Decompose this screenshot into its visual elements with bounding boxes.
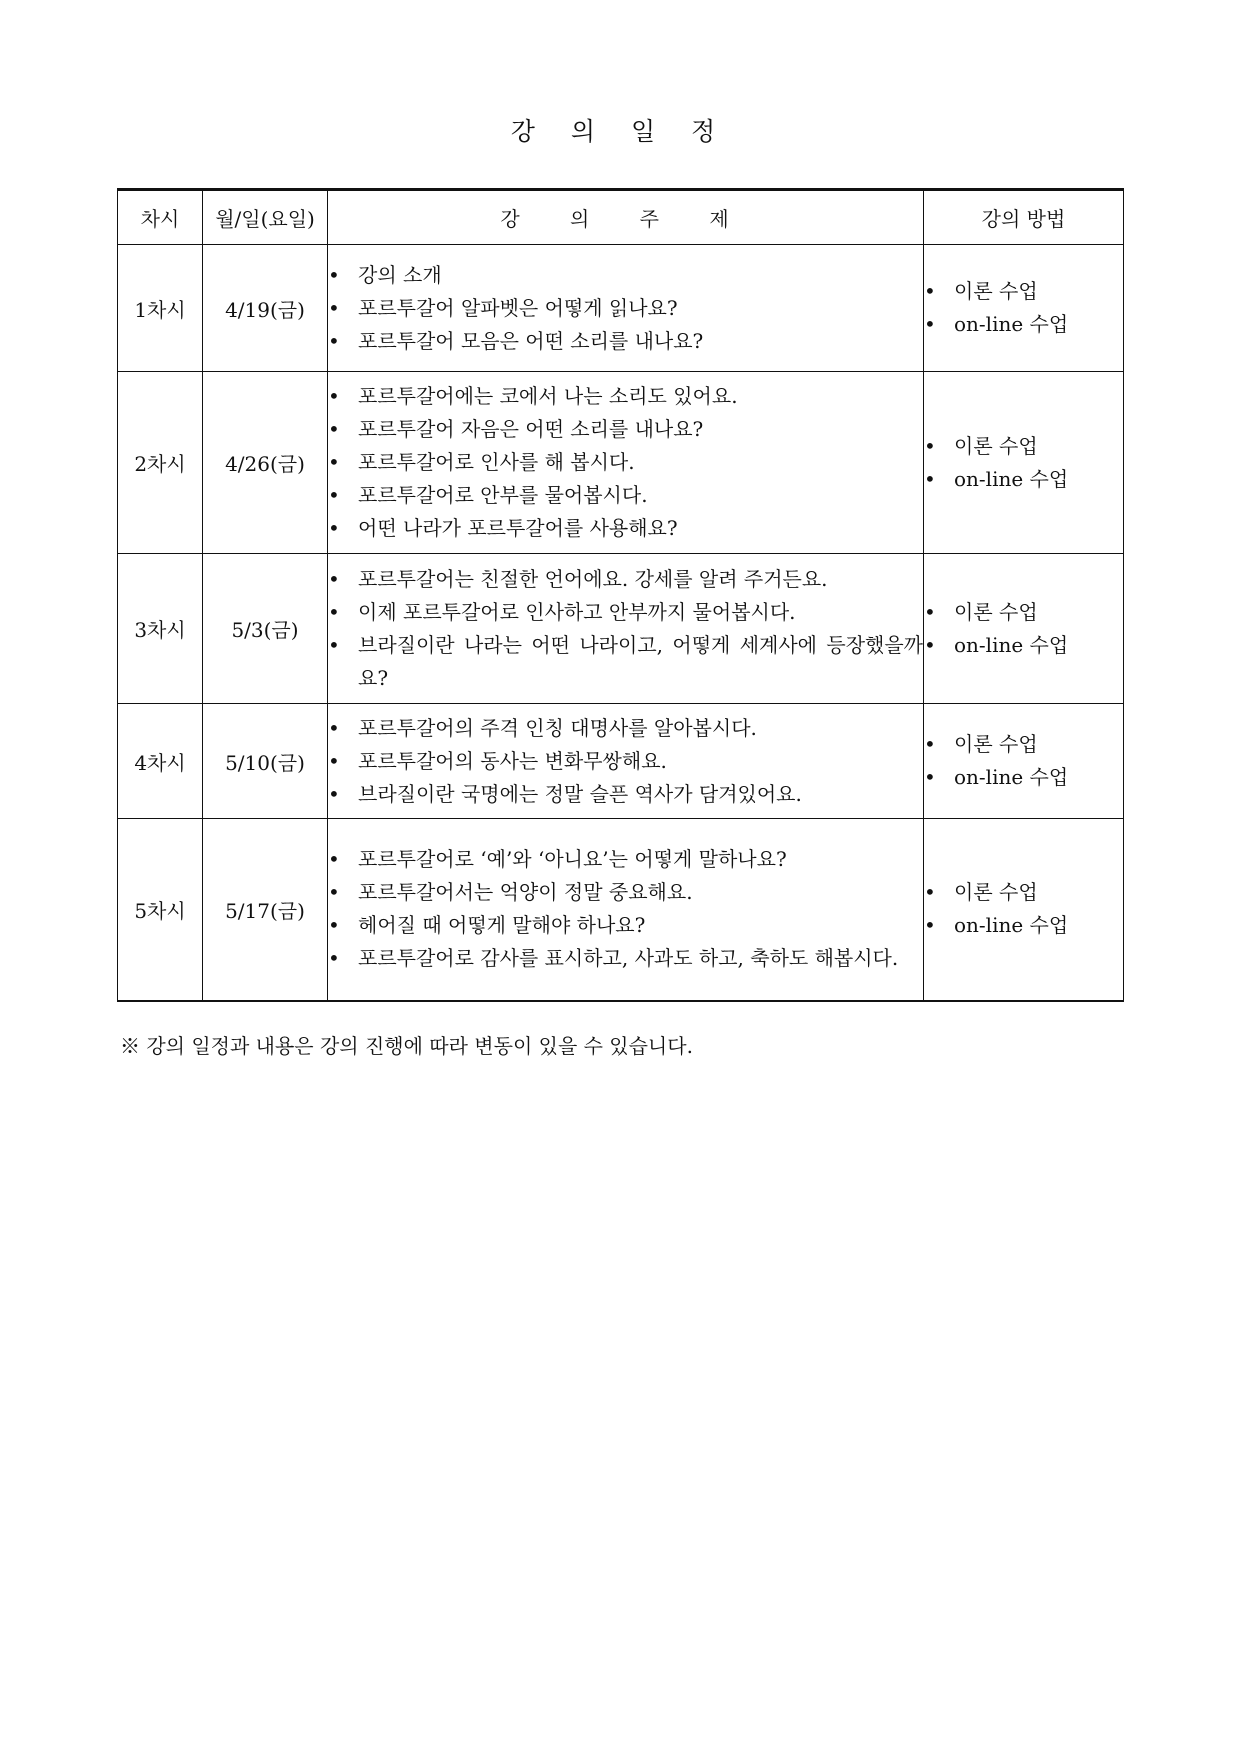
- method-item: • 이론 수업: [924, 430, 1123, 463]
- method-list: [924, 876, 1123, 942]
- topic-item: • 헤어질 때 어떻게 말해야 하나요?: [328, 909, 923, 942]
- table-row: [118, 372, 1124, 554]
- method-list: [924, 596, 1123, 662]
- method-item: • on-line 수업: [924, 909, 1123, 942]
- method-item: • 이론 수업: [924, 728, 1123, 761]
- topic-item: • 포르투갈어에는 코에서 나는 소리도 있어요.: [328, 380, 923, 413]
- method-cell: [924, 704, 1124, 819]
- method-list: [924, 275, 1123, 341]
- schedule-note: ※ 강의 일정과 내용은 강의 진행에 따라 변동이 있을 수 있습니다.: [120, 1034, 693, 1058]
- header-date: 월/일(요일): [203, 190, 328, 245]
- session-cell: 2차시: [118, 372, 203, 554]
- method-list: [924, 728, 1123, 794]
- date-cell: 5/10(금): [203, 704, 328, 819]
- method-cell: [924, 819, 1124, 1001]
- topics-cell: [328, 372, 924, 554]
- date-cell: 5/17(금): [203, 819, 328, 1001]
- method-item: • 이론 수업: [924, 275, 1123, 308]
- topic-item: • 포르투갈어서는 억양이 정말 중요해요.: [328, 876, 923, 909]
- topic-item: • 브라질이란 국명에는 정말 슬픈 역사가 담겨있어요.: [328, 778, 923, 811]
- page-title: 강 의 일 정: [510, 117, 730, 146]
- method-item: • 이론 수업: [924, 596, 1123, 629]
- header-session: 차시: [118, 190, 203, 245]
- topic-item: • 포르투갈어 알파벳은 어떻게 읽나요?: [328, 292, 923, 325]
- table-row: [118, 554, 1124, 704]
- table-header-row: [118, 190, 1124, 245]
- topics-cell: [328, 245, 924, 372]
- topic-list: [328, 563, 923, 695]
- topic-item: • 포르투갈어의 동사는 변화무쌍해요.: [328, 745, 923, 778]
- schedule-table: [117, 188, 1124, 1002]
- session-cell: 4차시: [118, 704, 203, 819]
- method-item: • on-line 수업: [924, 629, 1123, 662]
- method-cell: [924, 372, 1124, 554]
- table-row: [118, 704, 1124, 819]
- date-cell: 4/19(금): [203, 245, 328, 372]
- topic-item: • 강의 소개: [328, 259, 923, 292]
- header-topics: 강 의 주 제: [328, 190, 924, 245]
- topic-item: • 이제 포르투갈어로 인사하고 안부까지 물어봅시다.: [328, 596, 923, 629]
- table-row: [118, 819, 1124, 1001]
- topics-cell: [328, 704, 924, 819]
- method-item: • on-line 수업: [924, 308, 1123, 341]
- topic-item: • 포르투갈어는 친절한 언어에요. 강세를 알려 주거든요.: [328, 563, 923, 596]
- topic-item: • 포르투갈어로 안부를 물어봅시다.: [328, 479, 923, 512]
- table-row: [118, 245, 1124, 372]
- topic-item: • 브라질이란 나라는 어떤 나라이고, 어떻게 세계사에 등장했을까요?: [328, 629, 923, 695]
- date-cell: 5/3(금): [203, 554, 328, 704]
- method-list: [924, 430, 1123, 496]
- topics-cell: [328, 819, 924, 1001]
- session-cell: 5차시: [118, 819, 203, 1001]
- header-method: 강의 방법: [924, 190, 1124, 245]
- topic-list: [328, 259, 923, 358]
- topic-item: • 포르투갈어로 ‘예’와 ‘아니요’는 어떻게 말하나요?: [328, 843, 923, 876]
- method-cell: [924, 245, 1124, 372]
- topics-cell: [328, 554, 924, 704]
- topic-list: [328, 712, 923, 811]
- date-cell: 4/26(금): [203, 372, 328, 554]
- topic-item: • 포르투갈어 자음은 어떤 소리를 내나요?: [328, 413, 923, 446]
- topic-item: • 어떤 나라가 포르투갈어를 사용해요?: [328, 512, 923, 545]
- topic-item: • 포르투갈어로 감사를 표시하고, 사과도 하고, 축하도 해봅시다.: [328, 942, 923, 975]
- method-item: • on-line 수업: [924, 463, 1123, 496]
- method-item: • 이론 수업: [924, 876, 1123, 909]
- method-cell: [924, 554, 1124, 704]
- topic-item: • 포르투갈어 모음은 어떤 소리를 내나요?: [328, 325, 923, 358]
- topic-item: • 포르투갈어로 인사를 해 봅시다.: [328, 446, 923, 479]
- topic-list: [328, 380, 923, 545]
- method-item: • on-line 수업: [924, 761, 1123, 794]
- session-cell: 1차시: [118, 245, 203, 372]
- topic-list: [328, 843, 923, 975]
- session-cell: 3차시: [118, 554, 203, 704]
- topic-item: • 포르투갈어의 주격 인칭 대명사를 알아봅시다.: [328, 712, 923, 745]
